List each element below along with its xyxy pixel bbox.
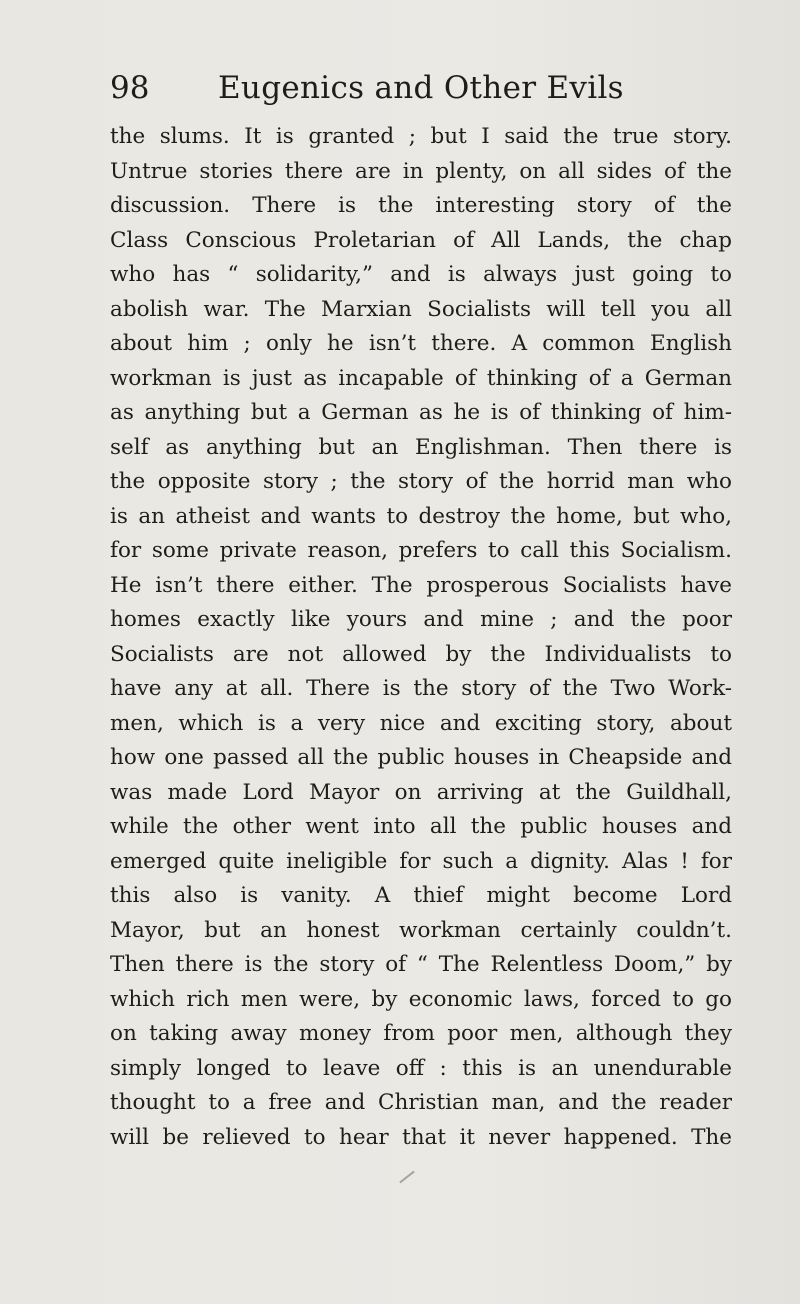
- text-line: have any at all. There is the story of the Two Work-: [110, 676, 732, 701]
- text-line: while the other went into all the public houses and: [110, 814, 732, 839]
- running-title: Eugenics and Other Evils: [218, 70, 624, 106]
- text-line: men, which is a very nice and exciting story, about: [110, 710, 732, 736]
- page-header: [110, 64, 670, 124]
- text-line: Class Conscious Proletarian of All Lands, the chap: [110, 227, 732, 253]
- body-text: [110, 120, 732, 1155]
- text-line: as anything but a German as he is of thinking of him-: [110, 400, 732, 425]
- page-number: 98: [110, 70, 150, 106]
- text-line: emerged quite ineligible for such a dignity. Alas ! for: [110, 848, 732, 874]
- text-line: who has “ solidarity,” and is always just going to: [110, 262, 732, 287]
- text-line: Mayor, but an honest workman certainly couldn’t.: [110, 917, 732, 943]
- text-line: workman is just as incapable of thinking of a German: [110, 365, 732, 391]
- text-line: Then there is the story of “ The Relentless Doom,” by: [110, 952, 732, 977]
- text-line: will be relieved to hear that it never happened. The: [110, 1124, 732, 1150]
- text-line: abolish war. The Marxian Socialists will tell you all: [110, 296, 732, 322]
- text-line: the slums. It is granted ; but I said the true story.: [110, 124, 732, 149]
- text-line: how one passed all the public houses in Cheapside and: [110, 745, 732, 770]
- text-line: self as anything but an Englishman. Then there is: [110, 434, 732, 460]
- text-line: is an atheist and wants to destroy the home, but who,: [110, 503, 732, 529]
- text-line: about him ; only he isn’t there. A common English: [110, 331, 732, 356]
- pencil-mark: [399, 1171, 414, 1184]
- text-line: homes exactly like yours and mine ; and the poor: [110, 607, 732, 632]
- text-line: on taking away money from poor men, although they: [110, 1021, 732, 1046]
- text-line: simply longed to leave off : this is an unendurable: [110, 1055, 732, 1081]
- text-line: Socialists are not allowed by the Individualists to: [110, 641, 732, 667]
- text-line: the opposite story ; the story of the horrid man who: [110, 469, 732, 494]
- text-line: for some private reason, prefers to call this Socialism.: [110, 538, 732, 563]
- text-line: which rich men were, by economic laws, forced to go: [110, 986, 732, 1012]
- text-line: thought to a free and Christian man, and the reader: [110, 1090, 732, 1115]
- text-line: was made Lord Mayor on arriving at the Guildhall,: [110, 779, 732, 805]
- text-line: discussion. There is the interesting story of the: [110, 193, 732, 218]
- text-line: Untrue stories there are in plenty, on all sides of the: [110, 158, 732, 184]
- text-line: this also is vanity. A thief might become Lord: [110, 883, 732, 908]
- text-line: He isn’t there either. The prosperous Socialists have: [110, 572, 732, 598]
